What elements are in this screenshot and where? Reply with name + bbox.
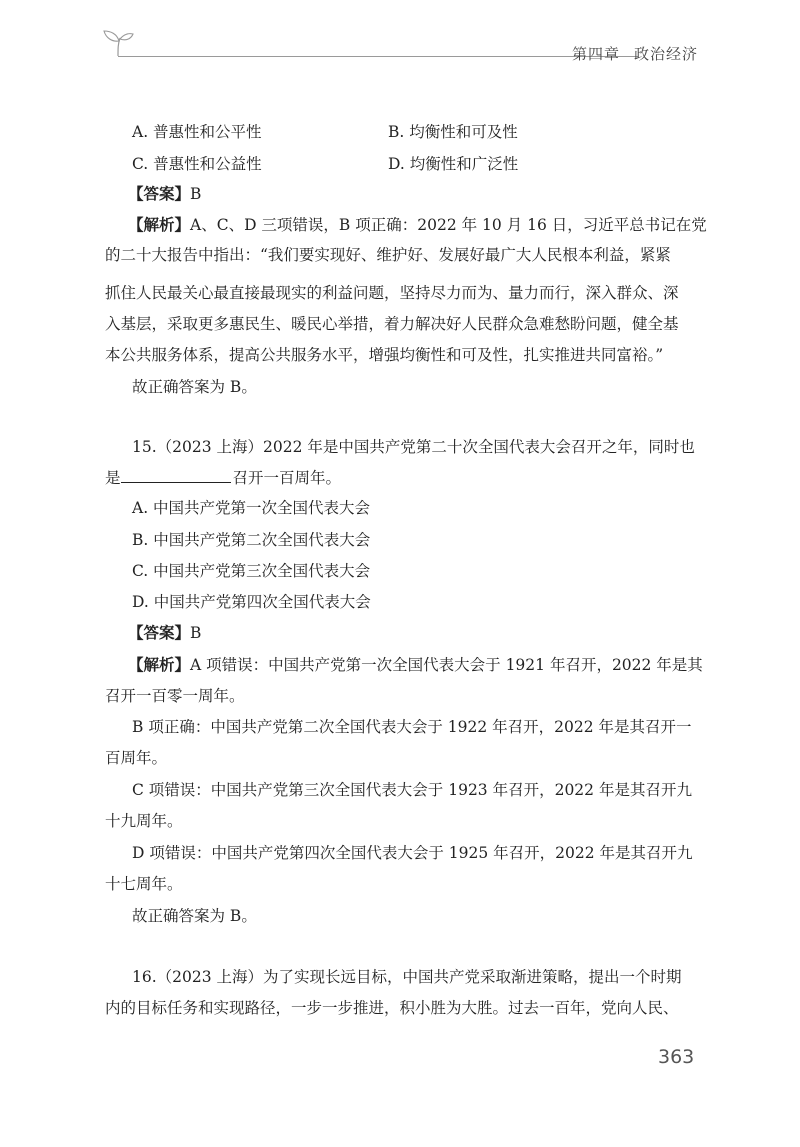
q14-analysis-line: 本公共服务体系，提高公共服务水平，增强均衡性和可及性，扎实推进共同富裕。” [105, 346, 664, 364]
answer-value: B [190, 185, 202, 203]
answer-tag: 【答案】 [128, 185, 191, 203]
q15-stem-line: 15.（2023 上海）2022 年是中国共产党第二十次全国代表大会召开之年，同时也 [132, 438, 695, 456]
q15-analysis-line: 【解析】A 项错误：中国共产党第一次全国代表大会于 1921 年召开，2022 年是其 [128, 656, 703, 674]
q14-analysis-line: 【解析】A、C、D 三项错误，B 项正确：2022 年 10 月 16 日，习近平总书记在党 [128, 216, 707, 234]
q16-stem-line: 内的目标任务和实现路径，一步一步推进，积小胜为大胜。过去一百年，党向人民、 [105, 999, 679, 1017]
page-number: 363 [658, 1046, 695, 1068]
q14-analysis-line: 的二十大报告中指出：“我们要实现好、维护好、发展好最广大人民根本利益，紧紧 [105, 246, 671, 264]
q15-analysis-line: 召开一百零一周年。 [105, 687, 245, 705]
q14-analysis-line: 抓住人民最关心最直接最现实的利益问题，坚持尽力而为、量力而行，深入群众、深 [105, 284, 679, 302]
q15-analysis-line: C 项错误：中国共产党第三次全国代表大会于 1923 年召开，2022 年是其召开九 [132, 781, 692, 799]
q15-option-c: C. 中国共产党第三次全国代表大会 [132, 562, 371, 580]
sprout-icon [98, 28, 138, 58]
q15-analysis-line: B 项正确：中国共产党第二次全国代表大会于 1922 年召开，2022 年是其召开一 [132, 718, 692, 736]
answer-value: B [190, 624, 202, 642]
chapter-number: 第四章 [571, 45, 620, 63]
q14-option-a: A. 普惠性和公平性 [132, 123, 262, 141]
analysis-tag: 【解析】 [128, 656, 191, 674]
page-header [98, 26, 698, 66]
q15-option-a: A. 中国共产党第一次全国代表大会 [132, 499, 371, 517]
q15-analysis-line: 十七周年。 [105, 875, 183, 893]
analysis-tag: 【解析】 [128, 216, 191, 234]
q15-option-b: B. 中国共产党第二次全国代表大会 [132, 531, 371, 549]
q14-option-b: B. 均衡性和可及性 [388, 123, 518, 141]
q15-analysis-line: D 项错误：中国共产党第四次全国代表大会于 1925 年召开，2022 年是其召开九 [132, 844, 693, 862]
q15-answer [128, 623, 724, 643]
q14-option-c: C. 普惠性和公益性 [132, 155, 262, 173]
header-rule [118, 56, 638, 57]
answer-tag: 【答案】 [128, 624, 191, 642]
q14-option-d: D. 均衡性和广泛性 [388, 155, 519, 173]
chapter-section: 政治经济 [633, 45, 698, 63]
q15-stem-line: 是 召开一百周年。 [105, 469, 342, 487]
q15-analysis-line: 十九周年。 [105, 812, 183, 830]
fill-blank [121, 468, 231, 483]
q15-conclusion: 故正确答案为 B。 [132, 907, 257, 925]
q16-stem-line: 16.（2023 上海）为了实现长远目标，中国共产党采取渐进策略，提出一个时期 [132, 968, 682, 986]
q14-conclusion: 故正确答案为 B。 [132, 378, 257, 396]
q15-option-d: D. 中国共产党第四次全国代表大会 [132, 593, 371, 611]
q14-answer [128, 184, 724, 204]
chapter-title [572, 43, 698, 64]
q14-analysis-line: 入基层，采取更多惠民生、暖民心举措，着力解决好人民群众急难愁盼问题，健全基 [105, 315, 679, 333]
q15-analysis-line: 百周年。 [105, 749, 168, 767]
